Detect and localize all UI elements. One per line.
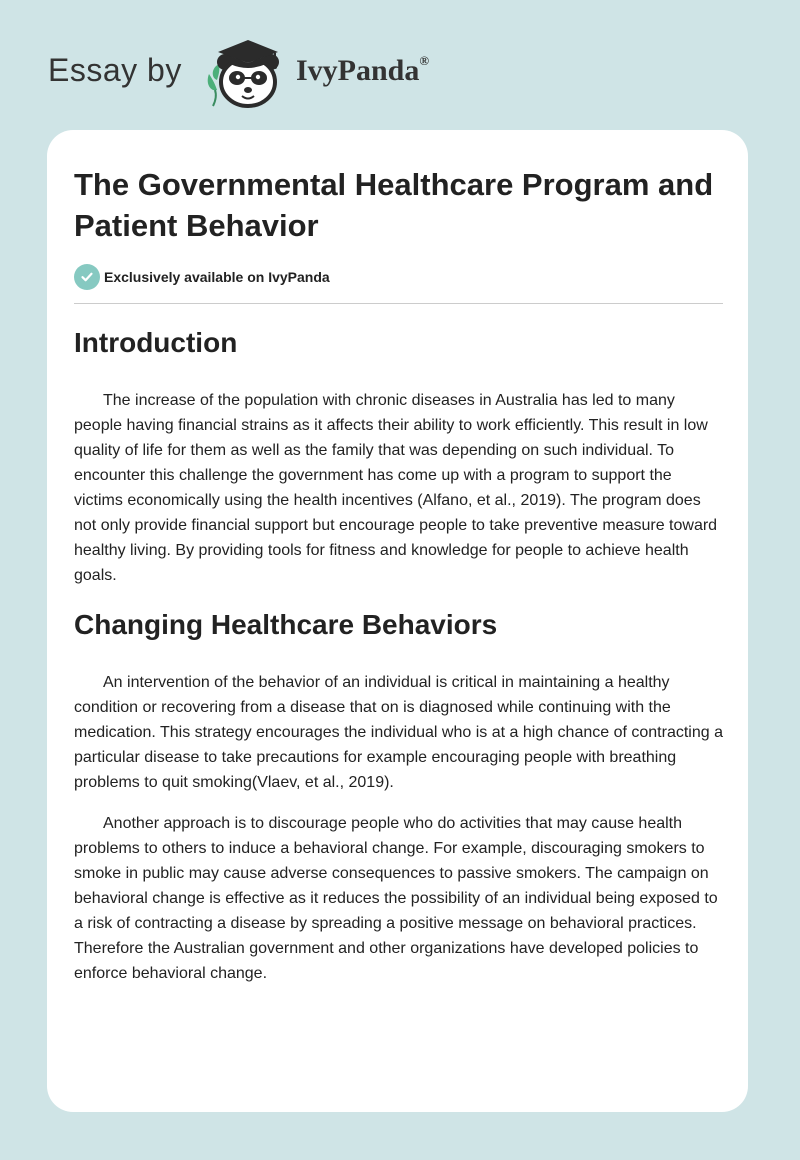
exclusive-badge [74, 264, 330, 290]
section-heading-introduction: Introduction [74, 327, 238, 358]
brand-text: IvyPanda [296, 54, 420, 87]
site-header [48, 34, 748, 114]
exclusive-badge-text: Exclusively available on IvyPanda [104, 269, 330, 285]
section-heading-changing-behaviors: Changing Healthcare Behaviors [74, 609, 498, 640]
essay-body [74, 320, 724, 986]
essay-by-label: Essay by [48, 52, 182, 88]
paragraph-changing-1: An intervention of the behavior of an individual is critical in maintaining a healthy condition or recovering from a disease that on is diagnosed while continuing with the medication. This strategy encourages the individual who is at a high chance of contracting a particular disease to take precautions for example encouraging people with breathing problems to quit smoking(Vlaev, et al., 2019). [74, 674, 723, 791]
essay-card [47, 130, 748, 1112]
paragraph-changing-2: Another approach is to discourage people who do activities that may cause health problems to others to induce a behavioral change. For example, discouraging smokers to smoke in public may cause adverse consequences to passive smokers. The campaign on behavioral change is effective as it reduces the possibility of an individual being exposed to a risk of contracting a disease by spreading a positive message on behavioral practices. Therefore the Australian government and other organizations have developed policies to enforce behavioral change. [74, 815, 718, 982]
check-circle-icon [74, 264, 100, 290]
page-title: The Governmental Healthcare Program and Patient Behavior [74, 167, 714, 243]
registered-mark: ® [419, 53, 430, 68]
panda-graduate-icon[interactable] [203, 34, 293, 110]
title-divider [74, 303, 723, 304]
brand-name[interactable] [296, 54, 429, 88]
paragraph-introduction: The increase of the population with chronic diseases in Australia has led to many people having financial strains as it affects their ability to work efficiently. This result in low quality of life for them as well as the family that was depending on such individual. To encounter this challenge the government has come up with a program to support the victims economically using the health incentives (Alfano, et al., 2019). The program does not only provide financial support but encourage people to take preventive measure toward healthy living. By providing tools for fitness and knowledge for people to achieve health goals. [74, 392, 718, 584]
